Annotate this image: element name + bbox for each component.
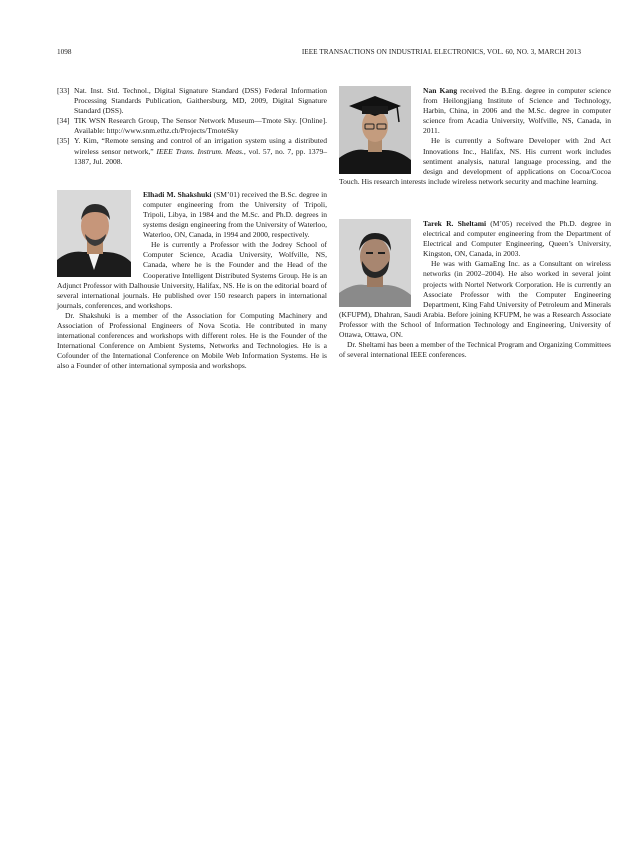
reference-item xyxy=(57,116,327,136)
author-photo-sheltami xyxy=(339,219,411,307)
author-photo-shakshuki xyxy=(57,190,131,277)
running-header xyxy=(57,48,581,60)
right-column xyxy=(339,86,611,360)
author-photo-kang xyxy=(339,86,411,174)
bio-paragraph: (M’05) received the Ph.D. degree in electrical and computer engineering from the Department of Electrical and Computer Engineering, Queen’s University, Kingston, ON, Canada, in 2003. xyxy=(423,218,611,259)
author-bio-kang xyxy=(339,86,611,187)
reference-number: [34] xyxy=(57,116,70,126)
reference-text: Nat. Inst. Std. Technol., Digital Signature Standard (DSS) Federal Information Processing Standards Publication, Gaithersburg, MD, 2009, Digital Signature Standard (DSS). xyxy=(74,86,327,116)
reference-item xyxy=(57,86,327,116)
author-name: Nan Kang xyxy=(423,86,458,95)
reference-number: [33] xyxy=(57,86,70,95)
author-name: Elhadi M. Shakshuki xyxy=(143,189,212,199)
bio-paragraph: received the B.Eng. degree in computer science from Heilongjiang Institute of Science and Technology, Harbin, China, in 2006 and the M.Sc. degree in computer science from Acadia University, Wolfville, NS, Canada, in 2011. xyxy=(423,86,611,136)
reference-list xyxy=(57,86,327,167)
reference-text: , vol. 57, no. 7, pp. 1379–1387, Jul. 2008. xyxy=(74,146,327,166)
bio-paragraph: (SM’01) received the B.Sc. degree in computer engineering from the University of Tripoli, Tripoli, Libya, in 1984 and the M.Sc. and Ph.D. degrees in systems design engineering from the University of Waterloo, Waterloo, ON, Canada, in 1994 and 2000, respectively. xyxy=(143,189,327,240)
reference-item xyxy=(57,136,327,166)
bio-paragraph: He is currently a Professor with the Jodrey School of Computer Science, Acadia University, Wolfville, NS, Canada, where he is the Founder and the Head of the Cooperative Intelligent Distributed Systems Group. He is an Adjunct Professor with Dalhousie University, Halifax, NS. He is on the editorial board of several international journals. He published over 150 research papers in international journals, conferences, and workshops. xyxy=(57,240,327,310)
reference-text: Y. Kim, “Remote sensing and control of an irrigation system using a distributed wireless sensor network,” xyxy=(74,136,327,156)
reference-text: TIK WSN Research Group, The Sensor Network Museum—Tmote Sky. [Online]. Available: http://www.snm.ethz.ch/Projects/TmoteSky xyxy=(74,116,327,136)
bio-paragraph: Dr. Sheltami has been a member of the Technical Program and Organizing Committees of several international IEEE conferences. xyxy=(339,340,611,360)
author-bio-sheltami xyxy=(339,219,611,360)
bio-paragraph: He was with GamaEng Inc. as a Consultant on wireless networks (in 2002–2004). He also worked in several joint projects with Nortel Network Corporation. He is currently an Associate Professor with the Computer Engineering Department, King Fahd University of Petroleum and Minerals (KFUPM), Dhahran, Saudi Arabia. Before joining KFUPM, he was a Research Associate Professor with the School of Information Technology and Engineering, University of Ottawa, Ottawa, ON. xyxy=(339,259,611,339)
reference-number: [35] xyxy=(57,136,70,146)
page-number: 1098 xyxy=(57,48,72,56)
bio-paragraph: He is currently a Software Developer with 2nd Act Innovations Inc., Halifax, NS. His current work includes sentiment analysis, natural language processing, and the design and development of applications on Cocoa/Cocoa Touch. His research interests include wireless network security and machine learning. xyxy=(339,136,611,186)
reference-journal: IEEE Trans. Instrum. Meas. xyxy=(156,146,244,156)
journal-title: IEEE TRANSACTIONS ON INDUSTRIAL ELECTRONICS, VOL. 60, NO. 3, MARCH 2013 xyxy=(301,48,581,56)
bio-paragraph: Dr. Shakshuki is a member of the Association for Computing Machinery and Association of Professional Engineers of Nova Scotia. He contributed in many international conferences and workshops with different roles. He is the Founder of the International Conference on Ambient Systems, Networks and Technologies. He is a Cofounder of the International Conference on Mobile Web Information Systems. He is also a Founder of other international symposia and workshops. xyxy=(57,310,327,371)
author-name: Tarek R. Sheltami xyxy=(423,218,487,228)
author-bio-shakshuki xyxy=(57,190,327,372)
left-column xyxy=(57,86,327,371)
